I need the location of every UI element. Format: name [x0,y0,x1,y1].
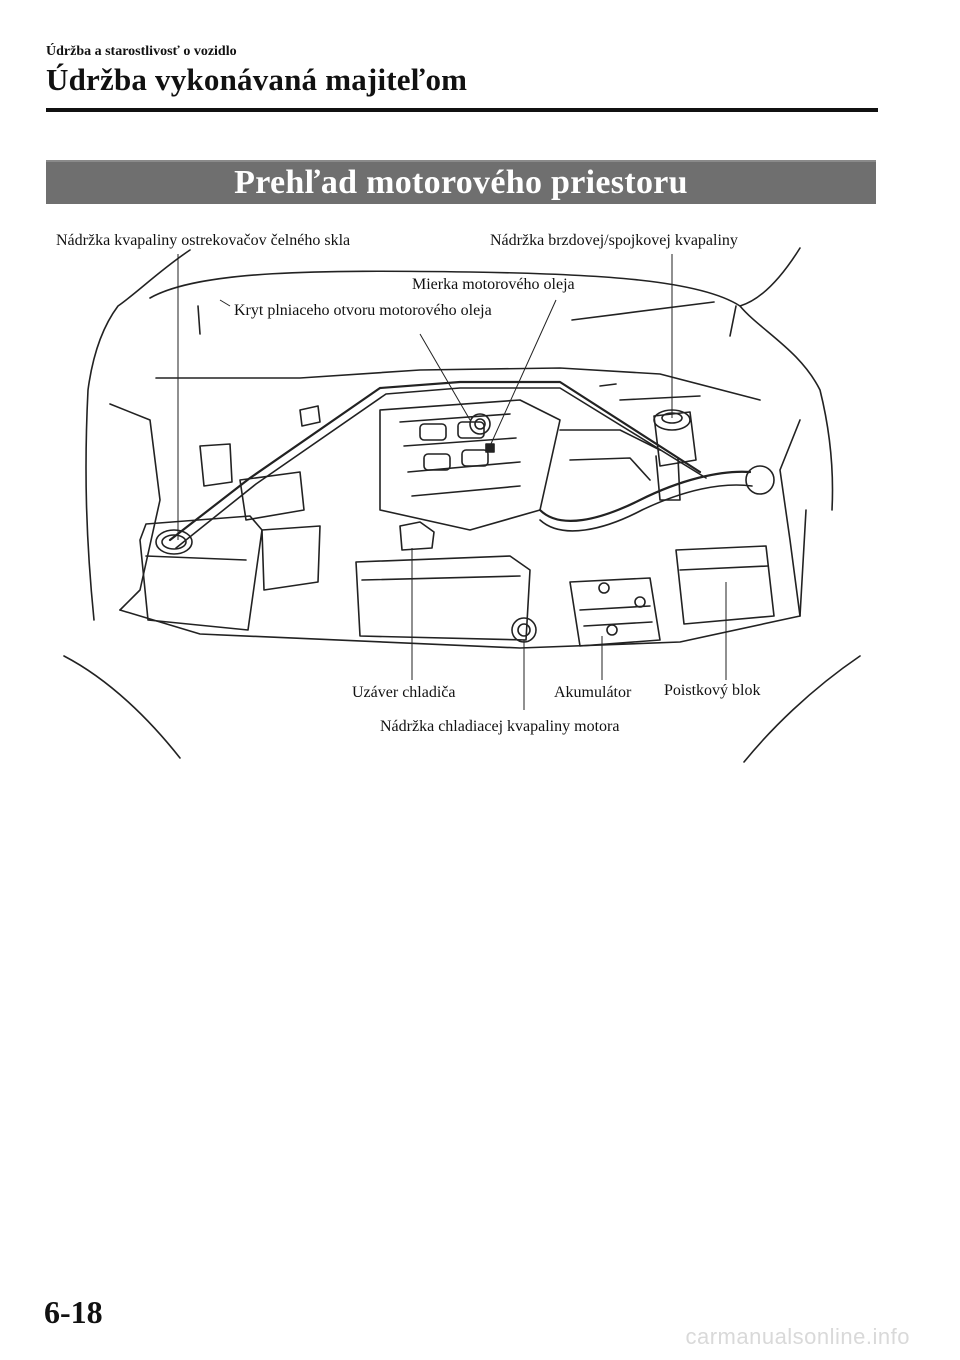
engine-compartment-diagram [0,210,960,770]
callout-oil-filler-cap: Kryt plniaceho otvoru motorového oleja [234,302,492,319]
leader-lines [0,210,960,770]
callout-washer-reservoir: Nádržka kvapaliny ostrekovačov čelného skla [56,232,351,249]
section-banner [46,160,876,204]
callout-coolant-reservoir: Nádržka chladiacej kvapaliny motora [380,718,620,735]
callout-radiator-cap: Uzáver chladiča [352,684,456,701]
callout-fuse-block: Poistkový blok [664,682,761,699]
section-heading: Prehľad motorového priestoru [234,164,688,201]
callout-oil-dipstick: Mierka motorového oleja [412,276,575,293]
callout-battery: Akumulátor [554,684,632,701]
watermark: carmanualsonline.info [685,1324,910,1349]
page-title: Údržba vykonávaná majiteľom [46,62,468,97]
page-number: 6-18 [44,1294,103,1330]
title-rule [46,108,878,112]
callout-brake-clutch-reservoir: Nádržka brzdovej/spojkovej kvapaliny [490,232,738,249]
breadcrumb: Údržba a starostlivosť o vozidlo [46,44,237,59]
